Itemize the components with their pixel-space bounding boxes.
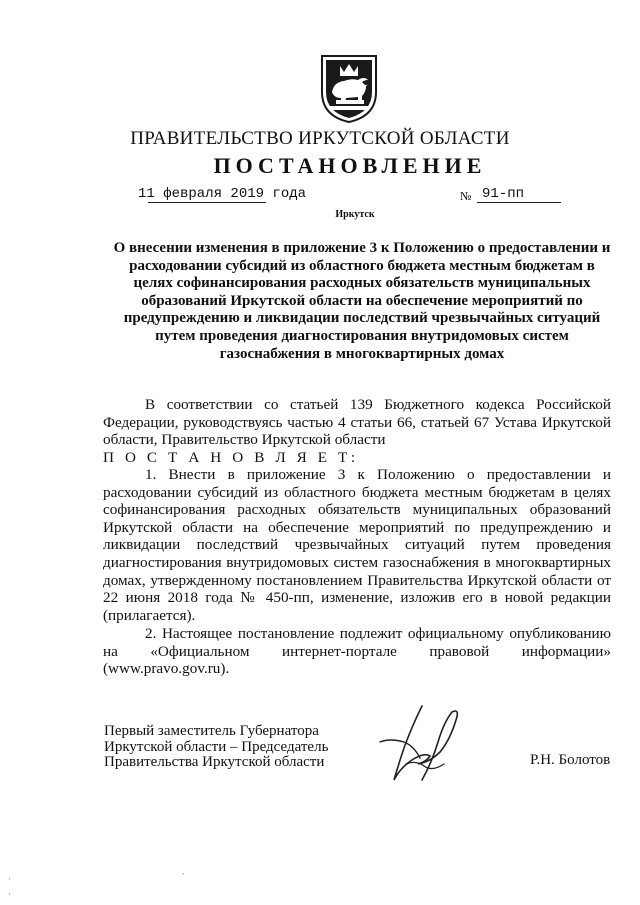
resolves-label: П О С Т А Н О В Л Я Е Т: (103, 449, 359, 466)
item-1-paragraph: 1. Внести в приложение 3 к Положению о предоставлении и расходовании субсидий из областного бюджета местным бюджетам в целях софинансирования расходных обязательств муниципальных образований Иркутской области на обеспечение мероприятий по предупреждению и ликвидации последствий чрезвычайных ситуаций путем проведения диагностирования внутридомовых систем газоснабжения в многоквартирных домах, утвержденному постановлением Правительства Иркутской области от 22 июня 2018 года № 450-пп, изменение, изложив его в новой редакции (прилагается). (103, 466, 611, 624)
signer-title-line: Первый заместитель Губернатора (104, 723, 319, 739)
coat-of-arms-icon (318, 52, 380, 124)
number-underline (477, 202, 561, 203)
government-title: ПРАВИТЕЛЬСТВО ИРКУТСКОЙ ОБЛАСТИ (130, 128, 510, 149)
scan-mark: · (8, 875, 11, 884)
scan-mark: · (8, 890, 11, 899)
signer-title-line: Правительства Иркутской области (104, 754, 325, 770)
item-2-paragraph: 2. Настоящее постановление подлежит официальному опубликованию на «Официальном интернет-портале правовой информации» (www.pravo.gov.ru). (103, 625, 611, 678)
date-underline (148, 202, 266, 203)
scan-mark: ` (182, 872, 185, 881)
document-heading: О внесении изменения в приложение 3 к Положению о предоставлении и расходовании субсидий из областного бюджета местным бюджетам в целях софинансирования расходных обязательств муниципальных образований Иркутской области на обеспечение мероприятий по предупреждению и ликвидации последствий чрезвычайных ситуаций путем проведения диагностирования внутридомовых систем газоснабжения в многоквартирных домах (113, 240, 611, 362)
document-number: 91-пп (482, 186, 525, 202)
handwritten-signature (360, 702, 470, 792)
number-label: № (460, 189, 472, 203)
city-name: Иркутск (335, 209, 375, 220)
document-type: ПОСТАНОВЛЕНИЕ (213, 153, 487, 178)
document-date: 11 февраля 2019 года (138, 186, 307, 202)
intro-paragraph: В соответствии со статьей 139 Бюджетного кодекса Российской Федерации, руководствуясь частью 4 статьи 66, статьей 67 Устава Иркутской области, Правительство Иркутской области (103, 396, 611, 449)
signer-title-line: Иркутской области – Председатель (104, 738, 329, 755)
signer-title (104, 724, 328, 771)
signer-name: Р.Н. Болотов (530, 752, 611, 768)
